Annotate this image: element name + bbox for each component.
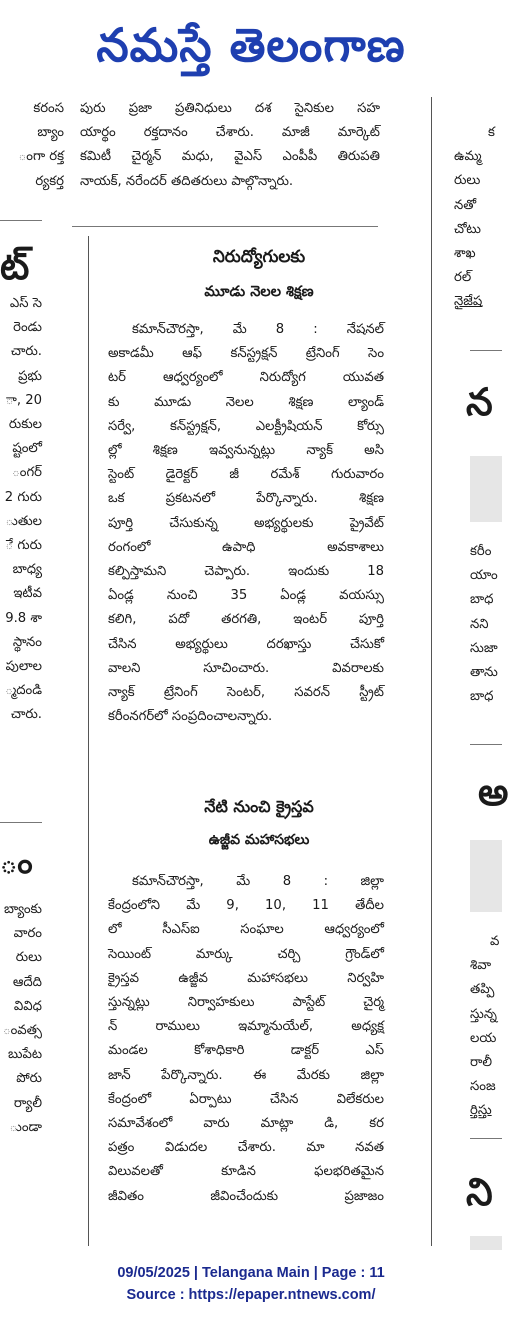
fragment-line: బాధ (470, 592, 494, 608)
fragment-line: పులాల (5, 659, 42, 675)
footer-source-line: Source : https://epaper.ntnews.com/ (126, 1287, 376, 1303)
fragment-line: వారం (13, 926, 42, 942)
article1-line: కు మూడు నెలల శిక్షణ ల్యాండ్ (108, 394, 384, 410)
separator-right-3 (470, 1138, 502, 1139)
fragment-line: రాలీ (470, 1055, 493, 1071)
right-gray-box-2 (470, 840, 502, 912)
column-rule-left (88, 236, 89, 1246)
fragment-line: రల్ (454, 270, 472, 286)
article2-line: న్ రాములు ఇమ్మానుయేల్, అధ్యక్ష (108, 1019, 384, 1035)
article2-line: జాన్ పేర్కొన్నారు. ఈ మేరకు జిల్లా (108, 1067, 384, 1083)
fragment-line: శివా (470, 958, 492, 974)
article1-line: కల్పిస్తామని చెప్పారు. ఇందుకు 18 (108, 564, 384, 580)
separator-right-2 (470, 744, 502, 745)
article1-line: చేసిన అభ్యర్థులు దరఖాస్తు చేసుకో (108, 636, 384, 652)
fragment-line: చోటు (454, 221, 481, 237)
right-headline-fragment-3: ని (466, 1170, 493, 1214)
article2-line: క్రైస్తవ ఉజ్జీవ మహాసభలు నిర్వహి (108, 970, 384, 986)
article2-line: స్తున్నట్లు నిర్వాహకులు పాస్టేట్ చైర్మ (108, 995, 384, 1011)
fragment-line: తప్పి (470, 982, 495, 998)
fragment-line: నతో (454, 197, 477, 213)
fragment-line: శాఖ (454, 246, 476, 262)
fragment-line: ఇటీవ (13, 586, 42, 602)
separator-right-1 (470, 350, 502, 351)
article1-body (108, 318, 384, 729)
fragment-line: సుజా (470, 640, 498, 656)
article1-line: కరీంనగర్‌లో సంప్రదించాలన్నారు. (108, 709, 273, 725)
fragment-line: ంగర్ (12, 465, 42, 481)
fragment-line: వ (490, 934, 500, 949)
fragment-line: ర్తిస్తు (470, 1103, 492, 1119)
fragment-line: 9.8 శా (5, 610, 42, 626)
article1-line: రంగంలో ఉపాధి అవకాశాలు (108, 539, 384, 555)
column-rule-right (431, 236, 432, 1246)
article2-line: పత్రం విడుదల చేశారు. మా నవత (108, 1140, 384, 1156)
left-column-fragments (0, 292, 42, 728)
fragment-line: రుకుల (8, 417, 42, 433)
article1-line: ల్లో శిక్షణ ఇవ్వనున్నట్లు న్యాక్ అసి (108, 443, 384, 459)
article1-line: అకాడమీ ఆఫ్ కన్‌స్ట్రక్షన్ ట్రేనింగ్ సెం (108, 346, 384, 362)
fragment-line: ంగా రక్త (18, 149, 64, 165)
newspaper-logo: నమస్తే తెలంగాణ (96, 18, 406, 72)
top-left-fragments (0, 97, 64, 194)
fragment-line: పోరు (16, 1071, 42, 1087)
right-column-fragments (470, 540, 502, 709)
article1-line: స్టెంట్ డైరెక్టర్ జీ రమేశ్ గురువారం (108, 467, 384, 483)
article2-line: విలువలతో కూడిన ఫలభరితమైన (108, 1164, 384, 1180)
fragment-line: ఉమ్మ (454, 149, 482, 165)
fragment-line: బాధ (470, 689, 494, 705)
column-rule-right-top (431, 97, 432, 237)
right-column-fragments-2 (470, 930, 502, 1124)
fragment-line: ఆదేది (12, 974, 42, 990)
left-headline-fragment: ట్ (0, 244, 30, 288)
fragment-line: 2 గురు (4, 489, 42, 505)
fragment-line: నైజేష (454, 294, 483, 310)
fragment-line: బ్యాంకు (3, 902, 42, 917)
fragment-line: ప్రభు (18, 368, 42, 384)
left-column-fragments-2 (0, 898, 42, 1140)
article2-line: లో సీఎస్ఐ సంఘాల ఆధ్వర్యంలో (108, 922, 384, 938)
article1-headline: నిరుద్యోగులకు (212, 247, 306, 267)
fragment-line: బ్యాం (37, 125, 64, 141)
fragment-line: యాం (470, 568, 498, 584)
fragment-line: ుండా (9, 1119, 42, 1135)
article2-line: కమాన్‌చౌరస్తా, మే 8 : జిల్లా (132, 874, 384, 889)
right-headline-fragment-2: అ (478, 770, 508, 814)
article2-line: మండల కోశాధికారి డాక్టర్ ఎస్ (108, 1043, 384, 1059)
fragment-line: రులు (454, 173, 481, 189)
separator-left-mid (0, 822, 42, 823)
footer-edition-line: 09/05/2025 | Telangana Main | Page : 11 (117, 1265, 385, 1281)
article2-line: సెయింట్ మార్కు చర్చి గ్రౌండ్‌లో (108, 946, 384, 962)
fragment-line: ర్యాలీ (13, 1095, 42, 1111)
fragment-line: సంజ (470, 1079, 496, 1095)
text-line: నాయక్, నరేందర్ తదితరులు పాల్గొన్నారు. (80, 173, 294, 189)
article1-line: ఏండ్ల నుంచి 35 ఏండ్ల వయస్సు (108, 588, 384, 604)
fragment-line: నని (470, 616, 489, 632)
article2-line: కేంద్రంలోని మే 9, 10, 11 తేదీల (108, 898, 384, 914)
fragment-line: కరంస (33, 101, 64, 116)
fragment-line: చారు. (10, 344, 42, 360)
article1-subheadline: మూడు నెలల శిక్షణ (204, 284, 314, 300)
article2-body (108, 870, 384, 1204)
fragment-line: ుతుల (5, 513, 42, 529)
fragment-line: ే గురు (5, 538, 42, 554)
article1-line: కమాన్‌చౌరస్తా, మే 8 : నేషనల్ (132, 322, 384, 337)
fragment-line: బుపేట (7, 1047, 42, 1063)
article1-line: సర్వే, కన్‌స్ట్రక్షన్, ఎలక్ట్రీషియన్ కోర్సు (108, 418, 384, 434)
fragment-line: ష్టంలో (12, 441, 42, 457)
article1-line: పూర్తి చేసుకున్న అభ్యర్థులకు ప్రైవేట్ (108, 515, 384, 531)
article2-line: జీవితం జీవించేందుకు ప్రజాజం (108, 1188, 384, 1204)
text-line: యార్థం రక్తదానం చేశారు. మాజీ మార్కెట్ (80, 125, 380, 141)
footer (0, 1262, 502, 1306)
top-right-fragments (448, 121, 502, 315)
fragment-line: కరీం (470, 544, 492, 559)
fragment-line: బాధ్య (12, 562, 42, 578)
fragment-line: రెండు (13, 320, 42, 336)
fragment-line: చారు. (10, 707, 42, 723)
fragment-line: ్మదండి (5, 683, 42, 699)
masthead (0, 0, 502, 92)
right-gray-box (470, 456, 502, 522)
fragment-line: ర్యకర్త (35, 173, 64, 189)
article2-subheadline: ఉజ్జీవ మహాసభలు (208, 832, 310, 848)
text-line: పురు ప్రజా ప్రతినిధులు దశ సైనికుల సహ (80, 101, 380, 116)
fragment-line: ఎస్ సె (9, 296, 42, 311)
article2-line: కేంద్రంలో ఏర్పాటు చేసిన విలేకరుల (108, 1091, 384, 1107)
article1-line: ఒక ప్రకటనలో పేర్కొన్నారు. శిక్షణ (108, 491, 384, 507)
article1-line: టర్ ఆధ్వర్యంలో నిరుద్యోగ యువత (108, 370, 384, 386)
fragment-line: ా, 20 (5, 392, 42, 408)
fragment-line: వివిధ (13, 998, 42, 1014)
fragment-line: రులు (15, 950, 42, 966)
article2-headline: నేటి నుంచి క్రైస్తవ (204, 797, 314, 816)
text-line: కమిటీ చైర్మన్ మధు, వైఎస్ ఎంపీపీ తిరుపతి (80, 149, 380, 165)
article2-line: సమావేశంలో వారు మాట్లా డి, కర (108, 1116, 384, 1132)
article1-line: న్యాక్ ట్రేనింగ్ సెంటర్, సవరన్ స్ట్రీట్ (108, 685, 384, 701)
fragment-line: క (488, 125, 495, 140)
fragment-line: స్తున్న (470, 1006, 497, 1022)
right-gray-box-3 (470, 1236, 502, 1250)
fragment-line: ంవత్స (2, 1023, 42, 1039)
left-headline-fragment-2: ం (0, 846, 33, 881)
fragment-line: స్థానం (12, 634, 42, 650)
right-headline-fragment: న (466, 380, 493, 424)
separator-top-center (72, 226, 378, 227)
article1-line: కలిగి, పదో తరగతి, ఇంటర్ పూర్తి (108, 612, 384, 628)
fragment-line: లయ (470, 1030, 497, 1046)
separator-left-top (0, 220, 42, 221)
top-center-paragraph (80, 97, 380, 194)
article1-line: వాలని సూచించారు. వివరాలకు (108, 660, 384, 676)
fragment-line: తాను (470, 665, 498, 681)
